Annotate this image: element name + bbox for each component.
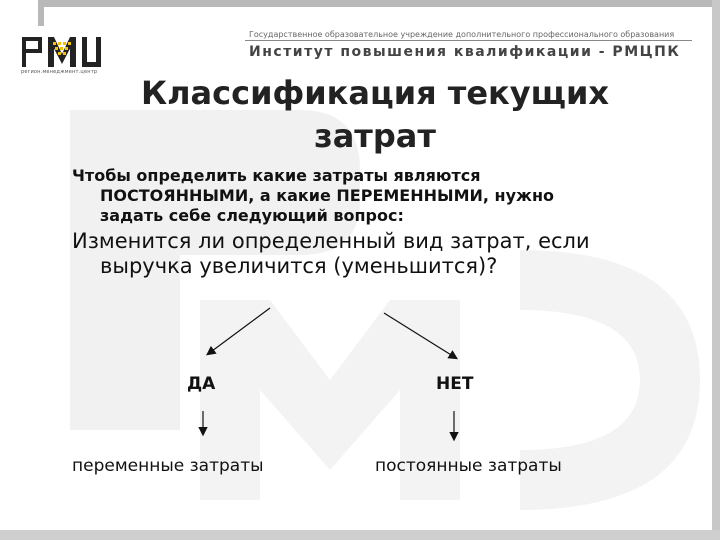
arrow-to-yes <box>208 308 270 354</box>
intro-line-1: Чтобы определить какие затраты являются <box>72 166 481 185</box>
title-line-2: затрат <box>314 117 436 155</box>
answer-yes: ДА <box>187 374 216 394</box>
main-question-line-1: Изменится ли определенный вид затрат, если <box>72 229 590 253</box>
intro-line-2: ПОСТОЯННЫМИ, а какие ПЕРЕМЕННЫМИ, нужно <box>100 186 555 205</box>
result-fixed-costs: постоянные затраты <box>375 456 562 476</box>
main-question-line-2: выручка увеличится (уменьшится)? <box>100 254 498 278</box>
answer-no: НЕТ <box>436 374 474 394</box>
arrow-to-no <box>384 313 456 358</box>
result-variable-costs: переменные затраты <box>72 456 264 476</box>
institution-full-name: Государственное образовательное учреждение дополнительного профессионального образования <box>249 30 675 39</box>
title-line-1: Классификация текущих <box>140 74 610 112</box>
intro-line-3: задать себе следующий вопрос: <box>100 206 404 225</box>
logo-caption: регион.менеджмент.центр <box>21 69 98 75</box>
institute-name: Институт повышения квалификации - РМЦПК <box>249 44 681 60</box>
